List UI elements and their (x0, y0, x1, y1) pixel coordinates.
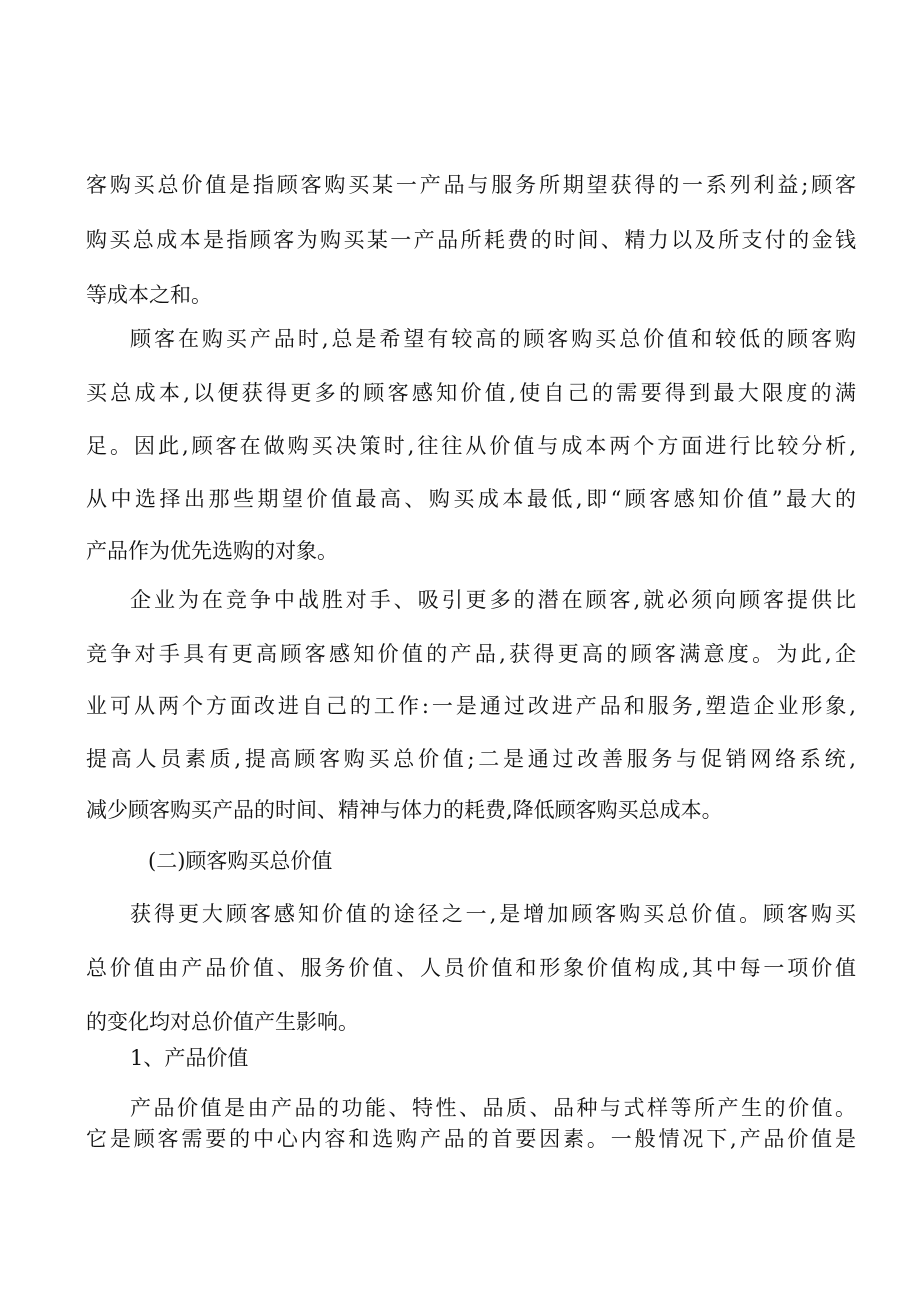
paragraph-line: 产品价值是由产品的功能、特性、品质、品种与式样等所产生的价值。 (130, 1096, 856, 1120)
paragraph-line: 足。因此,顾客在做购买决策时,往往从价值与成本两个方面进行比较分析, (86, 434, 856, 458)
paragraph-line: 购买总成本是指顾客为购买某一产品所耗费的时间、精力以及所支付的金钱 (86, 228, 856, 252)
paragraph-line: 总价值由产品价值、服务价值、人员价值和形象价值构成,其中每一项价值 (86, 956, 856, 980)
paragraph-line: 产品作为优先选购的对象。 (86, 539, 338, 563)
paragraph-line: 从中选择出那些期望价值最高、购买成本最低,即“顾客感知价值”最大的 (86, 487, 856, 511)
paragraph-line: 业可从两个方面改进自己的工作:一是通过改进产品和服务,塑造企业形象, (86, 694, 856, 718)
paragraph-line: 客购买总价值是指顾客购买某一产品与服务所期望获得的一系列利益;顾客 (86, 173, 856, 197)
paragraph-line: 企业为在竞争中战胜对手、吸引更多的潜在顾客,就必须向顾客提供比 (130, 588, 856, 612)
paragraph-line: 等成本之和。 (86, 283, 212, 307)
subsection-heading: 1、产品价值 (130, 1046, 249, 1070)
paragraph-line: 减少顾客购买产品的时间、精神与体力的耗费,降低顾客购买总成本。 (86, 798, 723, 822)
paragraph-line: 它是顾客需要的中心内容和选购产品的首要因素。一般情况下,产品价值是 (86, 1127, 856, 1151)
paragraph-line: 提高人员素质,提高顾客购买总价值;二是通过改善服务与促销网络系统, (86, 747, 856, 771)
section-heading: (二)顾客购买总价值 (148, 849, 333, 873)
paragraph-line: 顾客在购买产品时,总是希望有较高的顾客购买总价值和较低的顾客购 (130, 327, 856, 351)
paragraph-line: 获得更大顾客感知价值的途径之一,是增加顾客购买总价值。顾客购买 (130, 902, 856, 926)
paragraph-line: 的变化均对总价值产生影响。 (86, 1010, 359, 1034)
paragraph-line: 买总成本,以便获得更多的顾客感知价值,使自己的需要得到最大限度的满 (86, 381, 856, 405)
paragraph-line: 竞争对手具有更高顾客感知价值的产品,获得更高的顾客满意度。为此,企 (86, 642, 856, 666)
